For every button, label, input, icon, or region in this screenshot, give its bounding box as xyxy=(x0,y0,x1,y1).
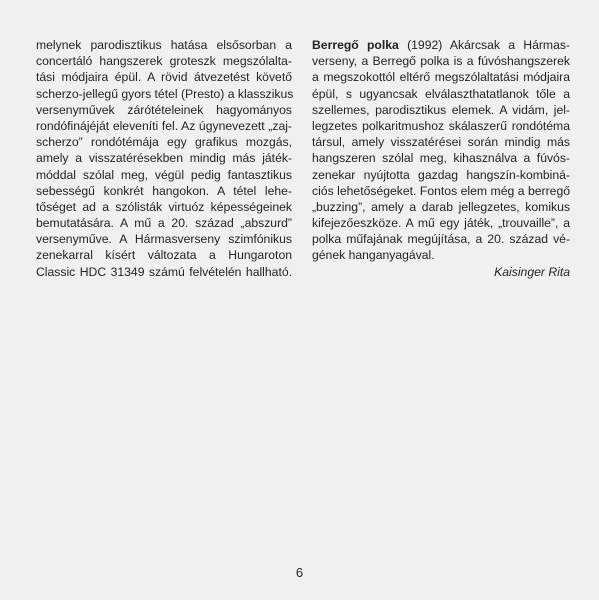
text-line: épül, s ugyancsak elválaszthatatlanok tőle a xyxy=(312,86,570,101)
text-line: móddal szólal meg, végül pedig fantasztikus xyxy=(36,167,292,182)
text-line: rondófinájéját eleveníti fel. Az úgynevezett „zaj- xyxy=(36,118,292,133)
text-line: melynek parodisztikus hatása elsősorban a xyxy=(36,38,292,52)
text-line: sebességű konkrét hangokon. A tétel lehe- xyxy=(36,183,292,198)
text-fragment: (1992) Akárcsak a Hármas- xyxy=(398,38,571,52)
text-line: verseny, a Berregő polka is a fúvóshangszerek xyxy=(312,54,570,69)
text-line: szellemes, parodisztikus elemek. A vidám, jel- xyxy=(312,102,570,117)
text-line: legzetes polkaritmushoz skálaszerű rondótéma xyxy=(312,118,570,133)
text-line: „buzzing”, amely a darab jellegzetes, komikus xyxy=(312,199,570,214)
text-line: tási módjaira épül. A rövid átvezetést követő xyxy=(36,70,292,85)
text-line: zenekarral kísért változata a Hungaroton xyxy=(36,248,292,263)
text-line: scherzo” rondótémája egy grafikus mozgás, xyxy=(36,135,292,150)
section-first-line xyxy=(312,37,570,53)
text-line: amely a visszatérésekben mindig más játék- xyxy=(36,151,292,166)
right-text-column xyxy=(312,37,570,280)
section-title: Berregő polka xyxy=(312,38,399,52)
page-number: 6 xyxy=(295,565,304,580)
text-line: társul, amely visszatérései során mindig más xyxy=(312,135,570,150)
text-line: tőséget ad a szólisták virtuóz képességeinek xyxy=(36,199,292,214)
left-text-column xyxy=(36,37,292,280)
text-line: versenyművek zárótételeinek hagyományos xyxy=(36,102,292,117)
text-line: Classic HDC 31349 számú felvételén hallható. xyxy=(36,264,292,279)
text-line: a megszokottól eltérő megszólaltatási módjaira xyxy=(312,70,570,85)
text-line: ciós lehetőségeket. Fontos elem még a berregő xyxy=(312,183,570,198)
text-line: polka műfajának megújítása, a 20. század vé- xyxy=(312,232,570,247)
text-line: bemutatására. A mű a 20. század „abszurd” xyxy=(36,216,292,231)
text-line: zenekar nyújtotta gazdag hangszín-kombiná- xyxy=(312,167,570,182)
text-line: gének hanganyagával. xyxy=(312,248,435,263)
author-signature: Kaisinger Rita xyxy=(494,264,570,279)
text-line: scherzo-jellegű gyors tétel (Presto) a klasszikus xyxy=(36,86,294,101)
text-line: hangszeren szólal meg, kihasználva a fúvós- xyxy=(312,151,570,166)
text-line: concertáló hangszerek groteszk megszólalta- xyxy=(36,54,292,69)
text-line: kifejezőeszköze. A mű egy játék, „trouvaille”, a xyxy=(312,216,570,231)
text-line: versenyműve. A Hármasverseny szimfónikus xyxy=(36,232,292,247)
